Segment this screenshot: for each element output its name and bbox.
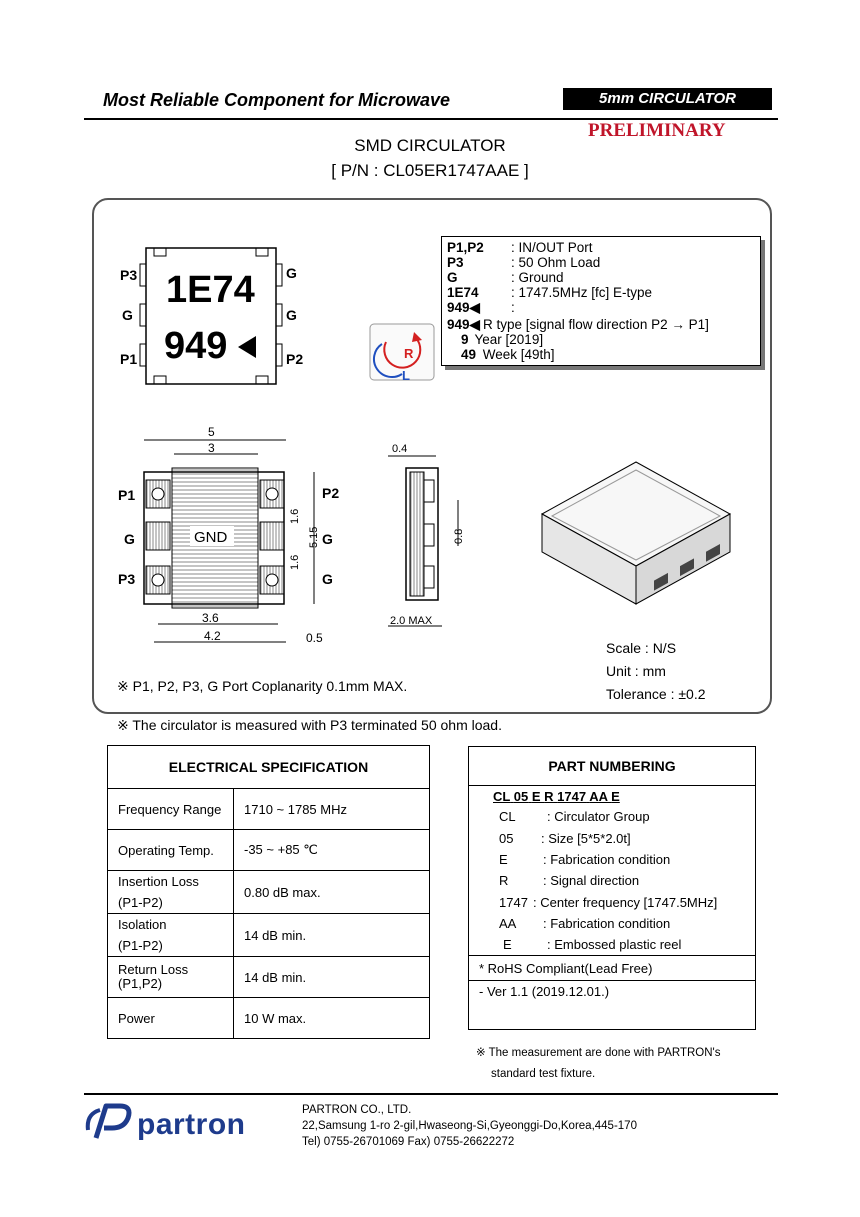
spec-value: 1710 ~ 1785 MHz	[234, 789, 430, 830]
spec-value: 0.80 dB max.	[234, 871, 430, 914]
footer-divider	[84, 1093, 778, 1095]
table-row	[108, 871, 430, 914]
dim-bottom-inner: 3.6	[202, 611, 219, 625]
preliminary-stamp: PRELIMINARY	[588, 120, 726, 141]
dim-top-outer: 5	[208, 425, 215, 439]
list-item: R : Signal direction	[499, 873, 640, 888]
spec-value: -35 ~ +85 ℃	[234, 830, 430, 871]
marking-code: 1E74	[166, 269, 255, 311]
legend-value: :	[511, 300, 515, 315]
spec-table-title: ELECTRICAL SPECIFICATION	[108, 746, 430, 789]
table-row	[108, 789, 430, 830]
legend-key: P1,P2	[447, 240, 484, 255]
legend-value: Year [2019]	[474, 332, 544, 347]
side-dim-top: 0.4	[392, 443, 408, 455]
legend-value: Week [49th]	[482, 347, 555, 362]
header-title: Most Reliable Component for Microwave	[103, 90, 451, 110]
top-label-right-1: G	[286, 307, 297, 323]
list-item: E : Fabrication condition	[499, 852, 671, 867]
list-item: 05 : Size [5*5*2.0t]	[499, 831, 631, 846]
side-dim-right: 0.8	[453, 528, 465, 544]
measurement-note: ※ The circulator is measured with P3 terminated 50 ohm load.	[117, 717, 502, 733]
product-badge: 5mm CIRCULATOR	[563, 88, 772, 110]
legend-value: : 50 Ohm Load	[511, 255, 601, 270]
spec-param: Power	[108, 998, 234, 1039]
part-numbering-title: PART NUMBERING	[469, 747, 755, 786]
partron-logo-text: partron	[137, 1108, 246, 1141]
company-info	[302, 1102, 637, 1150]
rotation-l-label: L	[402, 368, 410, 383]
dim-bottom-outer: 4.2	[204, 629, 221, 643]
dim-top-inner: 3	[208, 441, 215, 455]
list-item: E : Embossed plastic reel	[503, 937, 682, 952]
document-title: SMD CIRCULATOR	[354, 136, 506, 155]
part-code-breakdown: CL 05 E R 1747 AA E	[493, 789, 620, 804]
company-address: 22,Samsung 1-ro 2-gil,Hwaseong-Si,Gyeonggi-Do,Korea,445-170	[302, 1120, 637, 1132]
table-row	[108, 830, 430, 871]
marking-legend	[441, 236, 761, 366]
bottom-label-left-2: P3	[118, 571, 136, 587]
legend-key: 949◀	[447, 300, 480, 315]
legend-key: 949◀	[447, 317, 480, 332]
legend-key: P3	[447, 255, 464, 270]
legend-key: 1E74	[447, 285, 479, 300]
legend-value: : IN/OUT Port	[511, 240, 593, 255]
spec-param: Insertion Loss (P1-P2)	[108, 871, 234, 914]
tolerance-note: Tolerance : ±0.2	[606, 686, 706, 702]
bottom-label-right-1: G	[322, 531, 333, 547]
bottom-label-right-2: G	[322, 571, 333, 587]
version-note: - Ver 1.1 (2019.12.01.)	[479, 984, 610, 999]
rohs-note: * RoHS Compliant(Lead Free)	[479, 961, 653, 976]
spec-param: Return Loss (P1,P2)	[108, 957, 234, 998]
marking-date: 949	[164, 325, 228, 367]
dim-bottom-offset: 0.5	[306, 631, 323, 645]
part-number: [ P/N : CL05ER1747AAE ]	[331, 161, 529, 180]
part-numbering-box	[468, 746, 756, 1030]
legend-value: R type [signal flow direction P2 → P1]	[483, 317, 709, 332]
spec-param: Operating Temp.	[108, 830, 234, 871]
dim-right-a: 1.6	[289, 508, 301, 524]
table-row	[108, 914, 430, 957]
legend-key: 9	[461, 332, 469, 347]
bottom-label-left-1: G	[124, 531, 135, 547]
electrical-spec-table	[107, 745, 430, 1039]
legend-value: : 1747.5MHz [fc] E-type	[511, 285, 653, 300]
top-label-left-0: P3	[120, 267, 138, 283]
top-label-left-2: P1	[120, 351, 138, 367]
bottom-label-right-0: P2	[322, 485, 340, 501]
spec-value: 14 dB min.	[234, 957, 430, 998]
rotation-direction-icon	[368, 322, 438, 384]
spec-value: 14 dB min.	[234, 914, 430, 957]
spec-param: Isolation (P1-P2)	[108, 914, 234, 957]
isometric-view-drawing	[536, 456, 736, 616]
legend-key: 49	[461, 347, 477, 362]
coplanarity-note: ※ P1, P2, P3, G Port Coplanarity 0.1mm MAX.	[117, 678, 408, 694]
table-row	[108, 998, 430, 1039]
dim-right-c: 1.6	[289, 554, 301, 570]
legend-value: : Ground	[511, 270, 564, 285]
top-label-right-2: P2	[286, 351, 304, 367]
list-item: 1747 : Center frequency [1747.5MHz]	[499, 895, 718, 910]
legend-key: G	[447, 270, 458, 285]
top-view-drawing	[110, 240, 310, 390]
partron-logo-icon	[84, 1100, 134, 1144]
gnd-label: GND	[194, 529, 228, 546]
bottom-label-left-0: P1	[118, 487, 136, 503]
document-title-block	[300, 133, 560, 183]
spec-value: 10 W max.	[234, 998, 430, 1039]
table-row	[108, 957, 430, 998]
dim-right-b: 5.15	[308, 526, 320, 548]
fixture-note: ※ The measurement are done with PARTRON's standard test fixture.	[476, 1047, 721, 1080]
spec-param: Frequency Range	[108, 789, 234, 830]
top-label-left-1: G	[122, 307, 133, 323]
rotation-r-label: R	[404, 346, 414, 361]
top-label-right-0: G	[286, 265, 297, 281]
side-dim-bottom: 2.0 MAX	[390, 615, 433, 627]
scale-note: Scale : N/S	[606, 640, 677, 656]
bottom-view-drawing	[110, 420, 350, 650]
side-view-drawing	[380, 436, 480, 636]
company-name: PARTRON CO., LTD.	[302, 1104, 412, 1116]
list-item: AA : Fabrication condition	[499, 916, 671, 931]
company-contact: Tel) 0755-26701069 Fax) 0755-26622272	[302, 1136, 515, 1148]
unit-note: Unit : mm	[606, 663, 666, 679]
list-item: CL : Circulator Group	[499, 809, 650, 824]
